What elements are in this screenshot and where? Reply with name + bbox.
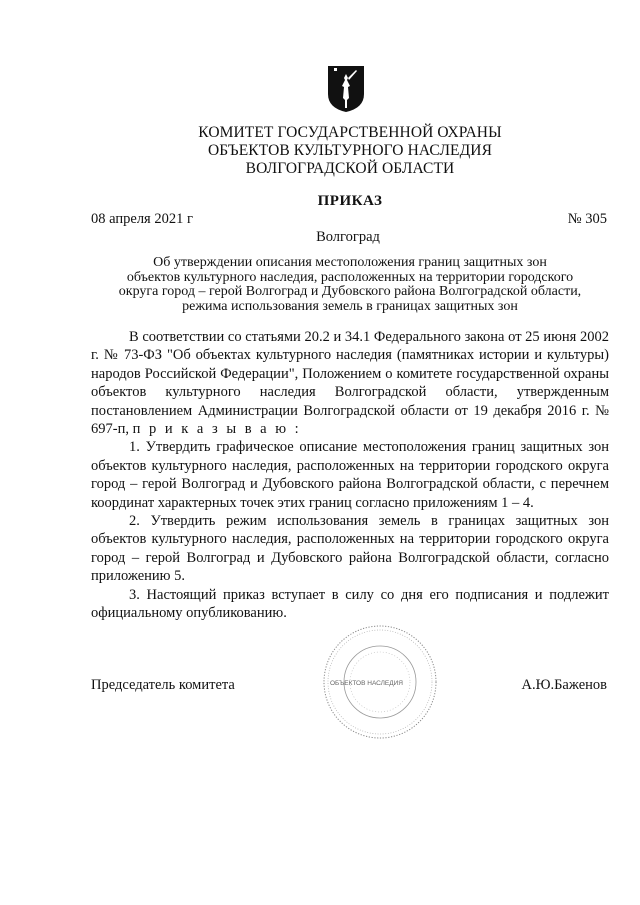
official-seal [320, 622, 440, 742]
order-body [91, 328, 609, 623]
org-line-3: ВОЛГОГРАДСКОЙ ОБЛАСТИ [245, 160, 455, 177]
order-subject [91, 256, 609, 314]
order-word: п р и к а з ы в а ю : [132, 421, 302, 438]
order-item-2: 2. Утвердить режим использования земель в границах защитных зон объектов культурного наследия, расположенных на территории городского округа город – герой Волгоград и Дубовского района Волгоградской области, согласно приложению 5. [91, 513, 609, 585]
order-item-1: 1. Утвердить графическое описание местоположения границ защитных зон объектов культурного наследия, расположенных на территории городского округа город – герой Волгоград и Дубовского района Волгоградской области, с перечнем координат характерных точек этих границ согласно приложениям 1 – 4. [91, 439, 609, 511]
signatory-name: А.Ю.Баженов [521, 677, 607, 693]
seal-text: ОБЪЕКТОВ НАСЛЕДИЯ [330, 680, 403, 687]
volgograd-coat-of-arms-icon [326, 64, 366, 114]
subject-line-4: режима использования земель в границах защитных зон [182, 298, 518, 314]
preamble-text: В соответствии со статьями 20.2 и 34.1 Федерального закона от 25 июня 2002 г. № 73-ФЗ "Об объектах культурного наследия (памятниках истории и культуры) народов Российской Федерации", Положением о комитете государственной охраны объектов культурного наследия Волгоградской области, утвержденным постановлением Администрации Волгоградской области от 19 декабря 2016 г. № 697-п, [91, 329, 609, 438]
order-item-3: 3. Настоящий приказ вступает в силу со дня его подписания и подлежит официальному опубликованию. [91, 586, 609, 622]
order-number: № 305 [567, 211, 607, 227]
order-title: ПРИКАЗ [317, 193, 383, 209]
order-date: 08 апреля 2021 г [91, 211, 193, 227]
signatory-title: Председатель комитета [91, 677, 235, 693]
org-line-1: КОМИТЕТ ГОСУДАРСТВЕННОЙ ОХРАНЫ [198, 124, 502, 141]
organization-name [0, 124, 640, 178]
subject-line-1: Об утверждении описания местоположения границ защитных зон [153, 255, 547, 270]
preamble-paragraph [91, 328, 609, 438]
order-city: Волгоград [316, 229, 380, 245]
subject-line-2: объектов культурного наследия, расположенных на территории городского [126, 269, 574, 285]
org-line-2: ОБЪЕКТОВ КУЛЬТУРНОГО НАСЛЕДИЯ [207, 142, 493, 159]
subject-line-3: округа город – герой Волгоград и Дубовского района Волгоградской области, [118, 284, 582, 299]
